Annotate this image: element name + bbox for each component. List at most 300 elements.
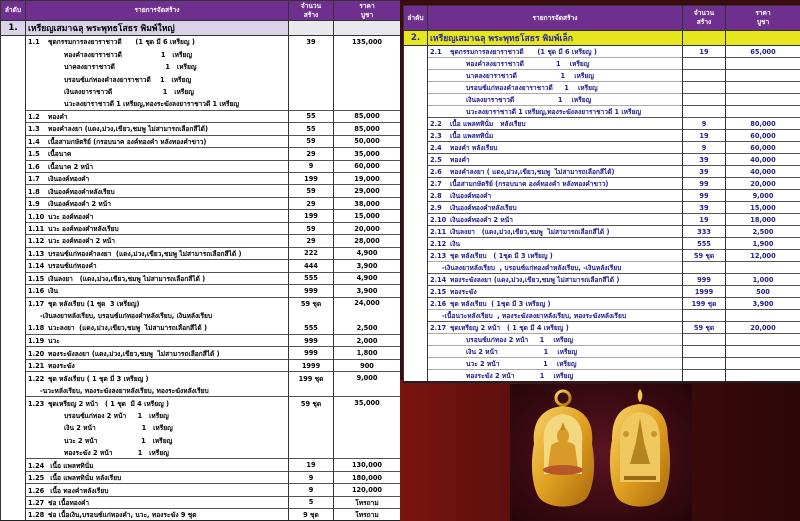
item-number: 1.27 [28, 498, 45, 507]
table-row [1, 272, 401, 284]
medal-back-icon [610, 389, 670, 507]
row-seq-cell [404, 154, 428, 166]
row-qty [683, 58, 726, 70]
header-price: ราคา บูชา [334, 1, 401, 21]
row-qty: 555 [683, 238, 726, 250]
row-item-cell [428, 130, 683, 142]
row-item-cell [26, 309, 289, 321]
row-item-cell [428, 286, 683, 298]
item-text: เนื้อ แพลททินั่ม หลังเรียบ [48, 474, 122, 483]
row-item-cell [26, 285, 289, 297]
row-seq-cell [1, 247, 26, 259]
row-seq-cell [404, 70, 428, 82]
item-text: ชุดเหรียญ 2 หน้า ( 1 ชุด มี 4 เหรียญ ) [450, 324, 569, 332]
item-number: 1.19 [28, 337, 45, 346]
item-number: 1.9 [28, 200, 40, 209]
table-row [1, 197, 401, 209]
row-item-cell [26, 372, 289, 384]
row-price: 40,000 [726, 166, 800, 178]
row-item-cell [26, 509, 289, 521]
row-qty: 19 [683, 46, 726, 58]
row-seq-cell [1, 235, 26, 247]
row-price: 4,900 [334, 247, 401, 259]
row-seq-cell [1, 210, 26, 222]
item-number: 1.1 [28, 38, 40, 47]
item-number: 1.18 [28, 324, 45, 333]
table-row [1, 496, 401, 508]
detail-row [1, 446, 401, 458]
row-seq-cell [1, 372, 26, 384]
item-text: ทองคำลงยา ( แดง,ม่วง,เขียว,ชมพู ไม่สามารถเลือกสีได้) [450, 168, 615, 176]
row-price: 3,900 [334, 260, 401, 272]
row-price: 2,500 [334, 322, 401, 334]
row-item-cell [26, 135, 289, 147]
table-row [404, 166, 800, 178]
row-price: 35,000 [334, 148, 401, 160]
item-number: 1.10 [28, 212, 45, 221]
row-seq-cell [404, 310, 428, 322]
row-seq-cell [1, 297, 26, 309]
item-text: เงินลงยาราชาวดี 1 เหรียญ [466, 96, 592, 104]
detail-row [404, 94, 800, 106]
item-text: -นวะหลังเรียบ, ทองระฆังลงยาหลังเรียบ, ทองระฆังหลังเรียบ [40, 386, 209, 395]
row-qty: 59 [289, 222, 334, 234]
detail-row [404, 70, 800, 82]
detail-row [404, 262, 800, 274]
row-price [726, 82, 800, 94]
row-price: 9,000 [726, 190, 800, 202]
row-item-cell [26, 272, 289, 284]
row-item-cell [26, 235, 289, 247]
table-row [1, 285, 401, 297]
item-number: 1.12 [28, 237, 45, 246]
table-row [404, 274, 800, 286]
row-price: 1,800 [334, 347, 401, 359]
row-price: 12,000 [726, 250, 800, 262]
row-qty: 39 [683, 202, 726, 214]
item-text: นวะลงยาราชาวดี 1 เหรียญ,ทองระฆังลงยาราชาวดี 1 เหรียญ [466, 108, 642, 116]
item-text: นวะ [48, 337, 60, 346]
table-row [404, 238, 800, 250]
row-price: 85,000 [334, 110, 401, 122]
row-seq-cell [1, 496, 26, 508]
row-qty: 199 [289, 210, 334, 222]
row-qty [683, 94, 726, 106]
row-item-cell [428, 250, 683, 262]
row-qty: 9 ชุด [289, 509, 334, 521]
row-item-cell [428, 166, 683, 178]
row-qty [289, 98, 334, 110]
item-number: 1.17 [28, 299, 45, 308]
item-text: ทองคำ [450, 156, 470, 164]
row-qty: 199 [289, 172, 334, 184]
row-price: 60,000 [334, 160, 401, 172]
table-row [404, 250, 800, 262]
detail-row [1, 409, 401, 421]
detail-row [404, 310, 800, 322]
item-text: นาคลงยาราชาวดี 1 เหรียญ [466, 72, 594, 80]
row-qty [683, 106, 726, 118]
row-price: 80,000 [726, 118, 800, 130]
row-seq-cell [1, 471, 26, 483]
row-qty: 39 [289, 36, 334, 48]
row-seq-cell [404, 58, 428, 70]
price-table-small [403, 5, 800, 383]
row-item-cell [428, 106, 683, 118]
row-price: 85,000 [334, 123, 401, 135]
row-item-cell [26, 471, 289, 483]
row-qty: 39 [683, 154, 726, 166]
row-seq-cell [1, 110, 26, 122]
item-number: 1.20 [28, 349, 45, 358]
row-price [726, 346, 800, 358]
row-qty: 999 [289, 285, 334, 297]
row-item-cell [26, 434, 289, 446]
row-price: 900 [334, 359, 401, 371]
row-qty: 59 ชุด [683, 250, 726, 262]
table-row [1, 235, 401, 247]
row-seq-cell [1, 422, 26, 434]
item-number: 1.15 [28, 274, 45, 283]
section-no: 2. [404, 31, 428, 46]
row-seq-cell [1, 459, 26, 471]
row-seq-cell [404, 46, 428, 58]
row-seq-cell [404, 214, 428, 226]
row-qty: 59 ชุด [289, 297, 334, 309]
row-price [726, 106, 800, 118]
row-qty [289, 309, 334, 321]
row-seq-cell [404, 334, 428, 346]
row-qty: 19 [683, 130, 726, 142]
item-number: 1.13 [28, 249, 45, 258]
detail-row [1, 422, 401, 434]
row-item-cell [428, 310, 683, 322]
row-qty [683, 346, 726, 358]
row-price: 38,000 [334, 197, 401, 209]
item-text: ช่อ เนื้อทองคำ [48, 498, 90, 507]
row-qty: 55 [289, 110, 334, 122]
row-price: 1,000 [726, 274, 800, 286]
row-item-cell [428, 70, 683, 82]
item-number: 1.28 [28, 511, 45, 520]
header-no: ลำดับ [1, 1, 26, 21]
header-item: รายการจัดสร้าง [26, 1, 289, 21]
row-item-cell [428, 298, 683, 310]
row-price: 60,000 [726, 130, 800, 142]
row-seq-cell [1, 60, 26, 72]
item-text: นวะลงยาราชาวดี 1 เหรียญ,ทองระฆังลงยาราชาวดี 1 เหรียญ [64, 100, 240, 109]
table-row [404, 322, 800, 334]
row-price: 28,000 [334, 235, 401, 247]
item-number: 1.26 [28, 486, 45, 495]
row-price: 15,000 [334, 210, 401, 222]
table-row [404, 226, 800, 238]
row-price: 19,000 [334, 172, 401, 184]
item-text: -เงินลงยาหลังเรียบ, บรอนซ์แก่ทองคำหลังเรียบ, เงินหลังเรียบ [40, 312, 213, 321]
medal-front-icon [532, 391, 594, 507]
detail-row [1, 48, 401, 60]
row-price: 135,000 [334, 36, 401, 48]
item-number: 1.21 [28, 362, 45, 370]
row-price [334, 446, 401, 458]
row-qty [289, 384, 334, 396]
table-row [1, 110, 401, 122]
row-item-cell [26, 197, 289, 209]
row-seq-cell [1, 397, 26, 409]
detail-row [1, 60, 401, 72]
row-price [726, 334, 800, 346]
row-seq-cell [404, 178, 428, 190]
item-text: เนื้อนาค [48, 150, 72, 159]
row-qty [289, 434, 334, 446]
item-text: ทองระฆังลงยา (แดง,ม่วง,เขียว,ชมพู ไม่สามารถเลือกสีได้ ) [48, 349, 220, 358]
item-text: เงิน 2 หน้า 1 เหรียญ [64, 424, 173, 433]
table-row [404, 46, 800, 58]
item-text: บรอนซ์แก่ทองคำ [48, 262, 97, 271]
detail-row [1, 85, 401, 97]
row-seq-cell [404, 142, 428, 154]
row-item-cell [428, 94, 683, 106]
row-price [334, 409, 401, 421]
row-qty [683, 70, 726, 82]
row-qty: 1999 [289, 359, 334, 371]
row-item-cell [26, 123, 289, 135]
row-item-cell [26, 98, 289, 110]
row-price: 24,000 [334, 297, 401, 309]
table-header [1, 1, 401, 21]
row-item-cell [26, 297, 289, 309]
row-qty [683, 82, 726, 94]
row-seq-cell [1, 148, 26, 160]
row-qty: 59 ชุด [289, 397, 334, 409]
table-row [1, 123, 401, 135]
row-qty [289, 409, 334, 421]
item-number: 2.8 [430, 192, 442, 200]
row-qty: 199 ชุด [289, 372, 334, 384]
row-item-cell [428, 118, 683, 130]
row-item-cell [428, 262, 683, 274]
item-number: 1.14 [28, 262, 45, 271]
row-qty: 9 [683, 118, 726, 130]
row-price: 180,000 [334, 471, 401, 483]
row-seq-cell [1, 322, 26, 334]
row-item-cell [26, 384, 289, 396]
item-number: 2.2 [430, 120, 442, 128]
row-qty: 29 [289, 148, 334, 160]
table-row [404, 142, 800, 154]
item-text: บรอนซ์แก่ทอง 2 หน้า 1 เหรียญ [466, 336, 574, 344]
table-row [404, 154, 800, 166]
row-price: 4,900 [334, 272, 401, 284]
row-seq-cell [1, 197, 26, 209]
item-text: ชุดกรรมการลงยาราชาวดี (1 ชุด มี 6 เหรียญ ) [48, 38, 195, 47]
item-text: เงินลงยา (แดง,ม่วง,เขียว,ชมพู ไม่สามารถเลือกสีได้ ) [450, 228, 610, 236]
row-qty [289, 60, 334, 72]
item-text: นวะ 2 หน้า 1 เหรียญ [64, 436, 173, 445]
row-qty: 9 [289, 471, 334, 483]
header-item: รายการจัดสร้าง [428, 6, 683, 31]
table-row [404, 130, 800, 142]
row-price [334, 48, 401, 60]
item-text: ทองคำลงยาราชาวดี 1 เหรียญ [466, 60, 590, 68]
table-row [404, 298, 800, 310]
header-no: ลำดับ [404, 6, 428, 31]
item-number: 2.14 [430, 276, 447, 284]
detail-row [404, 334, 800, 346]
detail-row [1, 309, 401, 321]
row-item-cell [26, 446, 289, 458]
row-price [334, 309, 401, 321]
item-text: ทองระฆัง 2 หน้า 1 เหรียญ [64, 448, 169, 457]
item-text: ชุด หลังเรียบ ( 1ชุด มี 3 เหรียญ ) [450, 252, 553, 260]
row-item-cell [428, 334, 683, 346]
row-qty: 39 [683, 166, 726, 178]
item-number: 1.4 [28, 137, 40, 146]
detail-row [404, 370, 800, 383]
row-seq-cell [1, 85, 26, 97]
row-item-cell [26, 409, 289, 421]
item-text: เนื้อ ทองคำหลังเรียบ [48, 486, 109, 495]
item-text: เงินองค์ทองคำหลังเรียบ [450, 204, 517, 212]
row-seq-cell [1, 347, 26, 359]
item-number: 1.8 [28, 187, 40, 196]
row-qty: 9 [289, 484, 334, 496]
right-panel [400, 0, 800, 521]
row-qty: 999 [289, 334, 334, 346]
item-text: บรอนซ์แก่ทองคำลงยา (แดง,ม่วง,เขียว,ชมพู ไม่สามารถเลือกสีได้ ) [48, 249, 242, 258]
item-text: บรอนซ์แก่ทอง 2 หน้า 1 เหรียญ [64, 411, 169, 420]
table-row [1, 484, 401, 496]
table-row [1, 185, 401, 197]
row-qty: 1999 [683, 286, 726, 298]
section-row [404, 31, 800, 46]
item-text: นวะ องค์ทองคำ [48, 212, 94, 221]
table-row [404, 190, 800, 202]
item-text: ทองคำ [48, 112, 68, 121]
table-row [404, 214, 800, 226]
row-price [334, 60, 401, 72]
row-price: โทรถาม [334, 496, 401, 508]
row-price: 3,900 [334, 285, 401, 297]
section-title: เหรียญเสมาฉลุ พระพุทธโสธร พิมพ์เล็ก [428, 31, 683, 46]
detail-row [404, 346, 800, 358]
row-seq-cell [404, 106, 428, 118]
row-price: 500 [726, 286, 800, 298]
row-seq-cell [1, 222, 26, 234]
row-item-cell [26, 496, 289, 508]
row-price: 3,900 [726, 298, 800, 310]
row-item-cell [26, 484, 289, 496]
row-price [726, 70, 800, 82]
row-item-cell [26, 347, 289, 359]
row-price [726, 262, 800, 274]
row-seq-cell [1, 73, 26, 85]
item-text: ทองคำลงยา (แดง,ม่วง,เขียว,ชมพู ไม่สามารถเลือกสีได้) [48, 125, 208, 134]
row-item-cell [26, 459, 289, 471]
row-price [334, 85, 401, 97]
item-text: นาคลงยาราชาวดี 1 เหรียญ [64, 63, 197, 72]
row-price [726, 370, 800, 383]
item-number: 1.11 [28, 225, 45, 234]
item-text: เงิน [450, 240, 460, 248]
section-row [1, 21, 401, 36]
row-qty: 59 ชุด [683, 322, 726, 334]
row-qty [289, 48, 334, 60]
item-number: 1.25 [28, 474, 45, 483]
medal-photo [510, 384, 692, 521]
table-row [1, 160, 401, 172]
item-number: 1.3 [28, 125, 40, 134]
row-qty: 59 [289, 185, 334, 197]
row-price: 40,000 [726, 154, 800, 166]
row-qty: 29 [289, 235, 334, 247]
row-qty: 199 ชุด [683, 298, 726, 310]
row-seq-cell [1, 185, 26, 197]
table-row [1, 359, 401, 371]
table-row [404, 202, 800, 214]
row-seq-cell [1, 123, 26, 135]
table-row [404, 286, 800, 298]
item-text: เงินองค์ทองคำ [48, 175, 90, 184]
row-price [726, 310, 800, 322]
row-item-cell [428, 142, 683, 154]
item-text: ทองระฆัง [48, 362, 75, 370]
row-price: 29,000 [334, 185, 401, 197]
item-text: ชุด หลังเรียบ (1 ชุด 3 เหรียญ) [48, 299, 140, 308]
table-row [1, 148, 401, 160]
row-item-cell [26, 210, 289, 222]
row-qty [683, 310, 726, 322]
item-number: 2.11 [430, 228, 447, 236]
table-row [1, 210, 401, 222]
row-item-cell [26, 334, 289, 346]
item-text: เงินองค์ทองคำ [450, 192, 492, 200]
item-text: เนื้อนาค 2 หน้า [48, 162, 94, 171]
row-seq-cell [404, 262, 428, 274]
row-item-cell [428, 214, 683, 226]
row-seq-cell [404, 358, 428, 370]
row-item-cell [26, 48, 289, 60]
row-qty [289, 422, 334, 434]
item-number: 2.16 [430, 300, 447, 308]
row-item-cell [26, 260, 289, 272]
row-seq-cell [1, 334, 26, 346]
table-row [1, 471, 401, 483]
row-price: 9,000 [334, 372, 401, 384]
item-text: นวะลงยา (แดง,ม่วง,เขียว,ชมพู ไม่สามารถเลือกสีได้ ) [48, 324, 207, 333]
item-number: 2.7 [430, 180, 442, 188]
row-item-cell [26, 397, 289, 409]
row-item-cell [428, 202, 683, 214]
row-seq-cell [404, 286, 428, 298]
row-seq-cell [404, 226, 428, 238]
row-item-cell [26, 85, 289, 97]
row-item-cell [26, 172, 289, 184]
item-text: เนื้อ แพลททินั่ม หลังเรียบ [450, 120, 526, 128]
row-item-cell [26, 148, 289, 160]
table-row [1, 172, 401, 184]
row-item-cell [26, 359, 289, 371]
row-seq-cell [1, 309, 26, 321]
table-row [1, 247, 401, 259]
row-item-cell [26, 322, 289, 334]
item-text: เงิน [48, 287, 58, 296]
item-number: 1.22 [28, 374, 45, 383]
row-price [726, 94, 800, 106]
row-price: 35,000 [334, 397, 401, 409]
item-number: 2.3 [430, 132, 442, 140]
row-qty [683, 358, 726, 370]
